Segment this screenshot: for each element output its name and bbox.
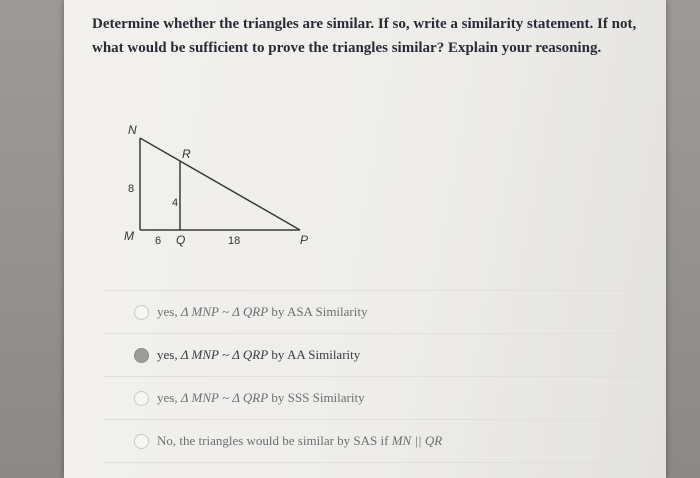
option-sas[interactable] <box>104 419 659 463</box>
question-text: Determine whether the triangles are similar. If so, write a similarity statement. If not, what would be sufficient to prove the triangles similar? Explain your reasoning. <box>92 16 637 56</box>
segment-NP <box>140 138 300 230</box>
option-text: yes, Δ MNP ~ Δ QRP by SSS Similarity <box>157 390 365 405</box>
question-card <box>64 0 666 478</box>
option-sss[interactable] <box>104 376 659 419</box>
radio-button-selected[interactable] <box>134 348 149 363</box>
option-asa[interactable] <box>104 290 659 333</box>
option-text: yes, Δ MNP ~ Δ QRP by ASA Similarity <box>157 304 368 319</box>
label-R: R <box>182 147 191 161</box>
label-Q: Q <box>176 233 186 247</box>
option-aa[interactable] <box>104 333 659 376</box>
radio-button[interactable] <box>134 391 149 406</box>
label-M: M <box>124 229 134 243</box>
label-side-NM: 8 <box>128 183 135 195</box>
option-text: No, the triangles would be similar by SAS if MN || QR <box>157 433 443 448</box>
label-N: N <box>128 123 137 137</box>
radio-button[interactable] <box>134 434 149 449</box>
label-side-RQ: 4 <box>172 197 179 209</box>
label-side-QP: 18 <box>228 235 241 247</box>
triangle-figure <box>110 118 320 248</box>
option-text: yes, Δ MNP ~ Δ QRP by AA Similarity <box>157 347 361 362</box>
label-P: P <box>300 233 309 247</box>
label-side-MQ: 6 <box>155 235 162 247</box>
radio-button[interactable] <box>134 305 149 320</box>
answer-options <box>104 290 659 463</box>
